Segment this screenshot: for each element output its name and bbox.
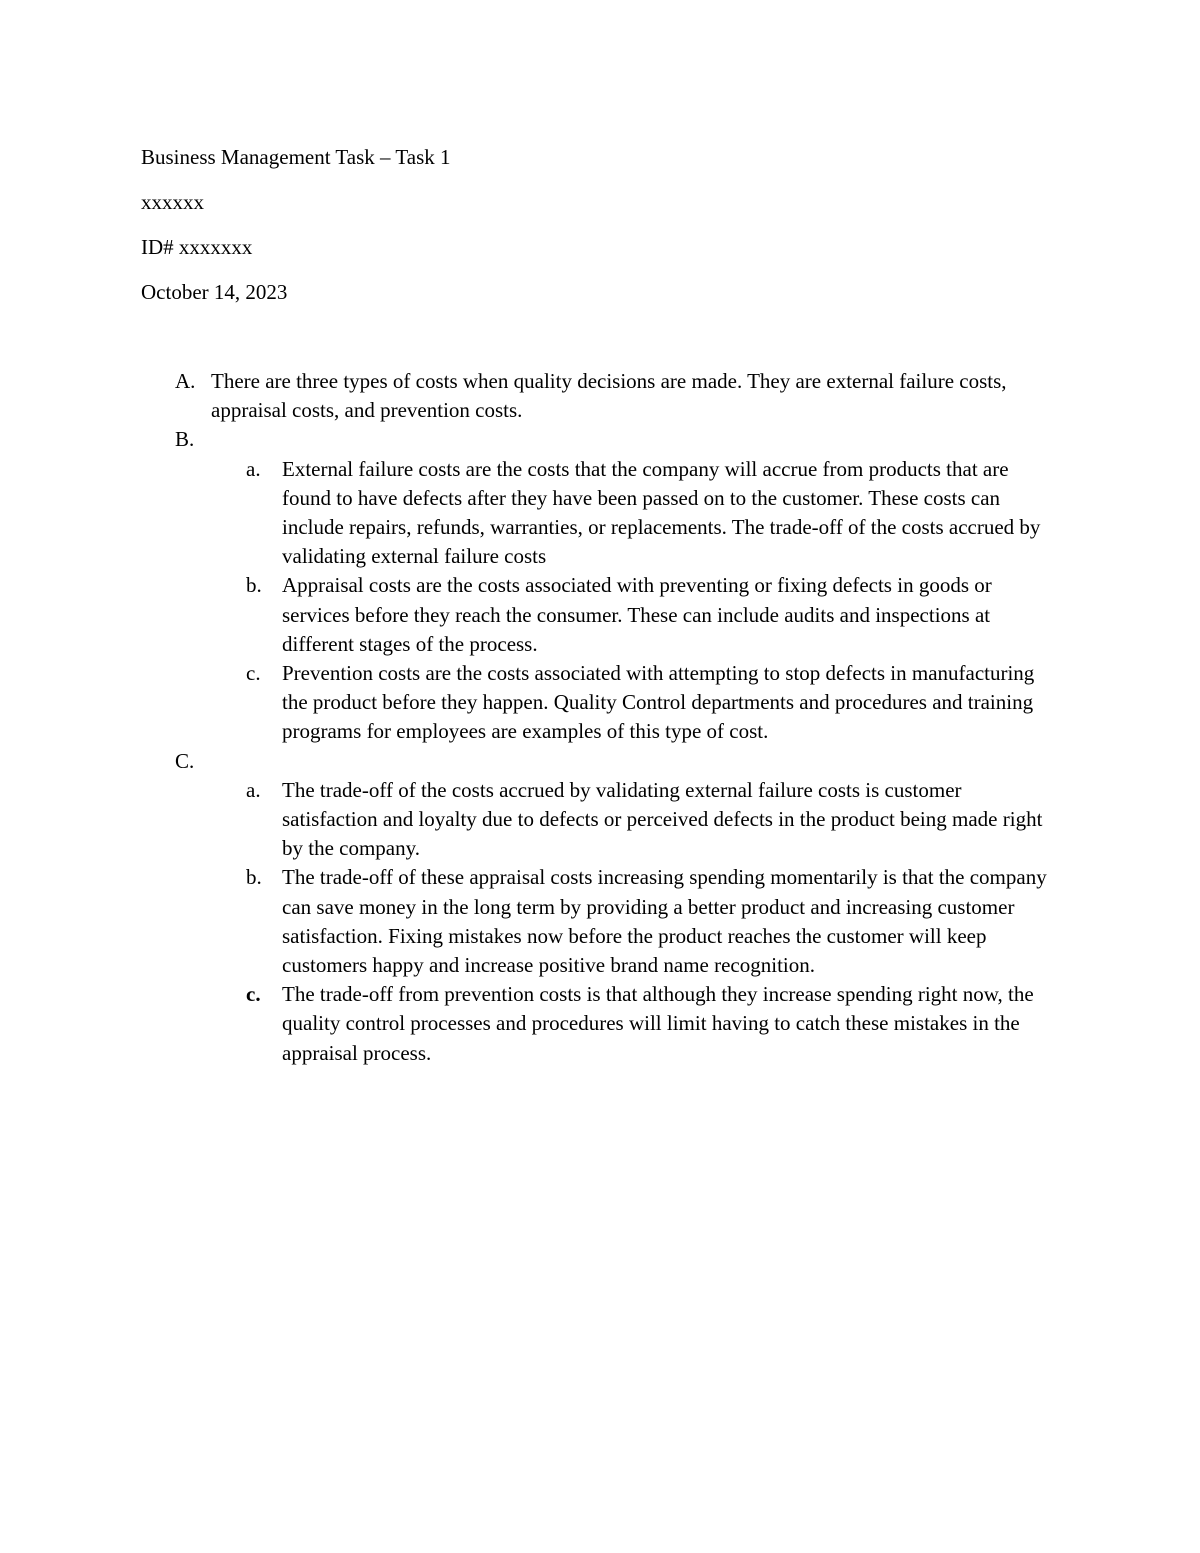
item-marker: b. (246, 865, 262, 890)
document-date: October 14, 2023 (141, 280, 288, 304)
item-text: Appraisal costs are the costs associated with preventing or fixing defects in goods or services before they reach the consumer. These can include audits and inspections at different stages of the process. (282, 573, 992, 656)
answer-list (0, 367, 1200, 1068)
list-item (0, 863, 1062, 980)
item-text: The trade-off of the costs accrued by validating external failure costs is customer satisfaction and loyalty due to defects or perceived defects in the product being made right by the company. (282, 777, 1043, 861)
section-marker: B. (175, 427, 195, 452)
section-marker: A. (175, 369, 196, 393)
item-marker: c. (246, 661, 261, 686)
item-text: The trade-off from prevention costs is that although they increase spending right now, the quality control processes and procedures will limit having to catch these mistakes in the appraisal process. (282, 982, 1034, 1065)
item-text: The trade-off of these appraisal costs increasing spending momentarily is that the company can save money in the long term by providing a better product and increasing customer satisfaction. Fixing mistakes now before the product reaches the customer will keep customers happy and increase positive brand name recognition. (282, 865, 1047, 978)
item-marker: a. (246, 777, 261, 802)
student-id: ID# xxxxxxx (141, 235, 253, 259)
section-a (0, 367, 1061, 425)
section-b (0, 425, 1061, 454)
author-name: xxxxxx (141, 190, 204, 214)
item-marker: c. (246, 982, 261, 1007)
item-text: Prevention costs are the costs associated with attempting to stop defects in manufacturing the product before they happen. Quality Control departments and procedures and training programs for employees are examples of this type of cost. (282, 661, 1035, 744)
list-item (0, 659, 1062, 747)
list-item (0, 980, 1062, 1068)
section-text (211, 747, 1061, 776)
section-c (0, 747, 1061, 776)
item-marker: a. (246, 456, 261, 481)
list-item (0, 571, 1062, 659)
item-marker: b. (246, 573, 262, 598)
section-marker: C. (175, 748, 195, 773)
section-text (211, 425, 1061, 454)
document-title: Business Management Task – Task 1 (141, 145, 451, 169)
item-text: External failure costs are the costs that the company will accrue from products that are found to have defects after they have been passed on to the customer. These costs can include repairs, refunds, warranties, or replacements. The trade-off of the costs accrued by validating external failure costs (282, 456, 1041, 569)
section-text: There are three types of costs when quality decisions are made. They are external failure costs, appraisal costs, and prevention costs. (211, 369, 1007, 423)
list-item (0, 776, 1062, 864)
list-item (0, 455, 1062, 572)
